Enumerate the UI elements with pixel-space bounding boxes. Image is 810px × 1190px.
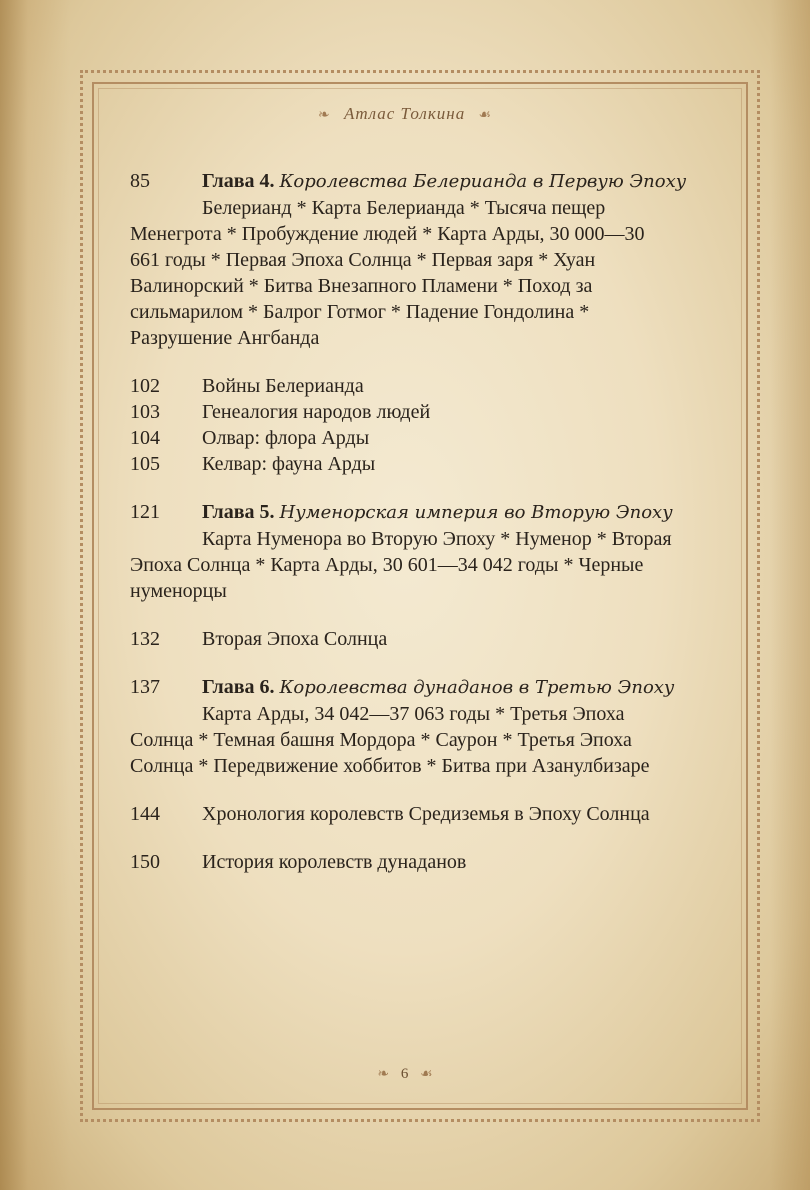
page-number-footer	[0, 1066, 810, 1083]
toc-page-number: 121	[130, 501, 160, 523]
running-head	[0, 104, 810, 124]
toc-item-text: Генеалогия народов людей	[202, 401, 431, 423]
swirl-ornament-icon: ☙	[478, 108, 493, 123]
swirl-ornament-icon: ❧	[317, 108, 331, 123]
toc-simple-entry	[130, 801, 678, 827]
toc-chapter-entry	[130, 674, 678, 779]
table-of-contents	[130, 168, 687, 875]
toc-list-item	[130, 373, 678, 399]
toc-group	[130, 373, 678, 477]
toc-list-item	[130, 425, 678, 451]
toc-list-item	[130, 451, 678, 477]
swirl-ornament-icon: ☙	[420, 1067, 433, 1082]
chapter-title: Нуменорская империя во Вторую Эпоху	[279, 502, 673, 523]
toc-page-number: 85	[130, 170, 150, 192]
toc-item-text: Вторая Эпоха Солнца	[202, 628, 388, 650]
chapter-description: Белерианд * Карта Белерианда * Тысяча пещер Менегрота * Пробуждение людей * Карта Арды, 30 000—30 661 годы * Первая Эпоха Солнца * Первая заря * Хуан Валинорский * Битва Внезапного Пламени * Поход за сильмарилом * Балрог Готмог * Падение Гондолина * Разрушение Ангбанда	[130, 197, 645, 349]
toc-page-number: 104	[130, 427, 160, 449]
toc-item-text: История королевств дунаданов	[202, 851, 467, 873]
toc-item-text: Келвар: фауна Арды	[202, 453, 376, 475]
toc-page-number: 144	[130, 803, 160, 825]
folio-number: 6	[400, 1066, 409, 1082]
toc-chapter-entry	[130, 168, 687, 351]
toc-page-number: 150	[130, 851, 160, 873]
chapter-label: Глава 4.	[202, 170, 275, 192]
toc-item-text: Хронология королевств Средиземья в Эпоху Солнца	[202, 803, 650, 825]
chapter-description: Карта Нуменора во Вторую Эпоху * Нуменор * Вторая Эпоха Солнца * Карта Арды, 30 601—34 042 годы * Черные нуменорцы	[130, 528, 672, 602]
toc-item-text: Войны Белерианда	[202, 375, 364, 397]
toc-list-item	[130, 399, 678, 425]
toc-page-number: 137	[130, 676, 160, 698]
toc-page-number: 132	[130, 628, 160, 650]
chapter-title: Королевства дунаданов в Третью Эпоху	[279, 677, 675, 698]
chapter-title: Королевства Белерианда в Первую Эпоху	[279, 171, 687, 192]
chapter-description: Карта Арды, 34 042—37 063 годы * Третья Эпоха Солнца * Темная башня Мордора * Саурон * Третья Эпоха Солнца * Передвижение хоббитов * Битва при Азанулбизаре	[130, 703, 650, 777]
toc-simple-entry	[130, 849, 678, 875]
toc-item-text: Олвар: флора Арды	[202, 427, 370, 449]
toc-page-number: 105	[130, 453, 160, 475]
toc-simple-entry	[130, 626, 678, 652]
chapter-label: Глава 6.	[202, 676, 275, 698]
toc-page-number: 103	[130, 401, 160, 423]
book-title: Атлас Толкина	[343, 104, 466, 123]
swirl-ornament-icon: ❧	[377, 1067, 390, 1082]
chapter-label: Глава 5.	[202, 501, 275, 523]
toc-page-number: 102	[130, 375, 160, 397]
toc-chapter-entry	[130, 499, 678, 604]
